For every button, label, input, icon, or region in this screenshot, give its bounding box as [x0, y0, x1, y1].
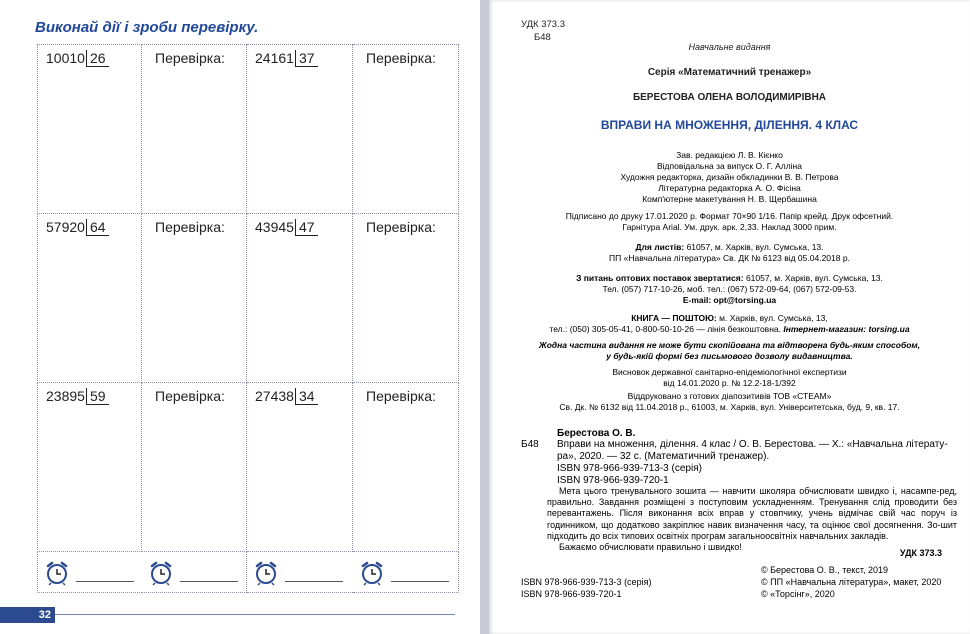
problem-cell[interactable]: [247, 214, 353, 383]
bib-line: ISBN 978-966-939-720-1: [557, 475, 669, 486]
bib-line: ра», 2020. — 32 с. (Математичний тренажер).: [557, 451, 770, 462]
mail-order-label: КНИГА — ПОШТОЮ:: [631, 313, 717, 323]
copyright-line: © «Торсінг», 2020: [761, 589, 835, 599]
alarm-clock-icon: [148, 560, 174, 586]
annotation-text: Мета цього тренувального зошита — навчити школяра обчислювати швидко і, насампе-ред, правильно. Завдання розміщені з поступовим ускладненням. Тренування слід проводити без перевантажень. Після виконання всіх вправ у стовпчику, учень відмічає свій час поруч із годинником, що додатково закріплює навик визначення часу, та оцінює свої досягнення. Зо-шит підходить до всіх типових освітніх програм загальноосвітніх навчальних закладів.: [547, 486, 957, 541]
email-link[interactable]: E-mail: opt@torsing.ua: [682, 295, 777, 305]
time-answer-line[interactable]: [391, 581, 449, 582]
footer-rule: [55, 614, 455, 615]
publisher-line: ПП «Навчальна література» Св. ДК № 6123 від 05.04.2018 р.: [609, 253, 850, 263]
alarm-clock-icon: [253, 560, 279, 586]
credit-line: Літературна редакторка А. О. Фісіна: [658, 183, 801, 193]
time-cell: [38, 552, 247, 593]
credit-line: Комп'ютерне макетування Н. В. Щербашина: [642, 194, 817, 204]
divisor: 37: [295, 50, 318, 67]
time-cell: [247, 552, 459, 593]
time-answer-line[interactable]: [76, 581, 134, 582]
check-label: Перевірка:: [366, 388, 436, 404]
annotation: [547, 486, 957, 553]
edition-type: Навчальне видання: [688, 42, 771, 52]
check-cell[interactable]: [142, 45, 247, 214]
check-label: Перевірка:: [155, 50, 225, 66]
credit-line: Художня редакторка, дизайн обкладинки В. В. Петрова: [620, 172, 839, 182]
check-label: Перевірка:: [366, 219, 436, 235]
left-page: [0, 0, 480, 634]
mail-order-address: м. Харків, вул. Сумська, 13,: [719, 313, 828, 323]
check-label: Перевірка:: [155, 388, 225, 404]
check-cell[interactable]: [353, 45, 459, 214]
printed-line: Св. Дк. № 6132 від 11.04.2018 р., 61003, м. Харків, вул. Університетська, буд. 9, кв. 17.: [559, 402, 900, 412]
check-label: Перевірка:: [155, 219, 225, 235]
udk-bottom: УДК 373.3: [899, 548, 942, 558]
isbn-series: ISBN 978-966-939-713-3 (серія): [521, 577, 652, 587]
annotation-closing: Бажаємо обчислювати правильно і швидко!: [559, 542, 742, 553]
check-cell[interactable]: [142, 214, 247, 383]
dividend: 24161: [255, 50, 294, 66]
mail-order-phone: тел.: (050) 305-05-41, 0-800-50-10-26 — лінія безкоштовна.: [549, 324, 781, 334]
author-full-name: БЕРЕСТОВА ОЛЕНА ВОЛОДИМИРІВНА: [632, 92, 827, 103]
check-label: Перевірка:: [366, 50, 436, 66]
printed-by: [489, 391, 970, 413]
divisor: 47: [295, 219, 318, 236]
mail-order-block: [489, 313, 970, 335]
check-cell[interactable]: [142, 383, 247, 552]
letters-address: 61057, м. Харків, вул. Сумська, 13.: [686, 242, 824, 252]
credit-line: Відповідальна за випуск О. Г. Алліна: [657, 161, 802, 171]
letters-label: Для листів:: [635, 242, 685, 252]
divisor: 34: [295, 388, 318, 405]
page-number: 32: [0, 607, 55, 623]
sanitary-conclusion: [489, 367, 970, 389]
sanitary-line: Висновок державної санітарно-епідеміологічної експертизи: [612, 367, 847, 377]
dividend: 23895: [46, 388, 85, 404]
copyright-notice: [489, 340, 970, 362]
dividend: 27438: [255, 388, 294, 404]
divisor: 59: [86, 388, 109, 405]
notice-line: у будь-якій формі без письмового дозволу видавництва.: [606, 351, 853, 361]
check-cell[interactable]: [353, 214, 459, 383]
udk-top: УДК 373.3: [521, 19, 565, 30]
bib-code: Б48: [521, 439, 539, 450]
right-page: [489, 0, 970, 634]
copyright-line: © ПП «Навчальна література», макет, 2020: [761, 577, 942, 587]
time-answer-line[interactable]: [180, 581, 238, 582]
problem-cell[interactable]: [247, 45, 353, 214]
bib-record: [557, 439, 957, 487]
credit-line: Зав. редакцією Л. В. Кієнко: [676, 150, 783, 160]
alarm-clock-icon: [44, 560, 70, 586]
exercise-grid: [37, 44, 459, 593]
copyright-line: © Берестова О. В., текст, 2019: [761, 565, 888, 575]
printed-line: Віддруковано з готових діапозитивів ТОВ «СТЕАМ»: [627, 391, 832, 401]
problem-cell[interactable]: [38, 45, 142, 214]
series: Серія «Математичний тренажер»: [647, 67, 812, 78]
print-info-line: Гарнітура Arial. Ум. друк. арк. 2,33. Наклад 3000 прим.: [622, 222, 837, 232]
divisor: 64: [86, 219, 109, 236]
contacts-block: [489, 242, 970, 264]
sanitary-line: від 14.01.2020 р. № 12.2-18-1/392: [663, 378, 796, 388]
wholesale-label: З питань оптових поставок звертатися:: [576, 273, 744, 283]
phones: Тел. (057) 717-10-26, моб. тел.: (067) 572-09-64, (067) 572-09-53.: [602, 284, 857, 294]
wholesale-block: [489, 273, 970, 306]
check-cell[interactable]: [353, 383, 459, 552]
problem-cell[interactable]: [38, 383, 142, 552]
credits: [489, 150, 970, 205]
print-info: [489, 211, 970, 233]
internet-shop-link[interactable]: Інтернет-магазин: torsing.ua: [783, 324, 910, 334]
problem-cell[interactable]: [38, 214, 142, 383]
book-gutter: [480, 0, 489, 634]
print-info-line: Підписано до друку 17.01.2020 р. Формат 70×90 1/16. Папір крейд. Друк офсетний.: [565, 211, 894, 221]
notice-line: Жодна частина видання не може бути скопійована та відтворена будь-яким способом,: [538, 340, 921, 350]
dividend: 57920: [46, 219, 85, 235]
author-code-top: Б48: [534, 32, 551, 43]
exercise-heading: Виконай дії і зроби перевірку.: [35, 19, 259, 36]
dividend: 10010: [46, 50, 85, 66]
wholesale-address: 61057, м. Харків, вул. Сумська, 13.: [745, 273, 883, 283]
bib-author: Берестова О. В.: [557, 428, 636, 439]
alarm-clock-icon: [359, 560, 385, 586]
time-answer-line[interactable]: [285, 581, 343, 582]
bib-line: Вправи на множення, ділення. 4 клас / О. В. Берестова. — Х.: «Навчальна літерату-: [557, 439, 948, 450]
bib-line: ISBN 978-966-939-713-3 (серія): [557, 463, 702, 474]
problem-cell[interactable]: [247, 383, 353, 552]
dividend: 43945: [255, 219, 294, 235]
isbn-book: ISBN 978-966-939-720-1: [521, 589, 622, 599]
divisor: 26: [86, 50, 109, 67]
book-title: ВПРАВИ НА МНОЖЕННЯ, ДІЛЕННЯ. 4 КЛАС: [600, 118, 859, 132]
